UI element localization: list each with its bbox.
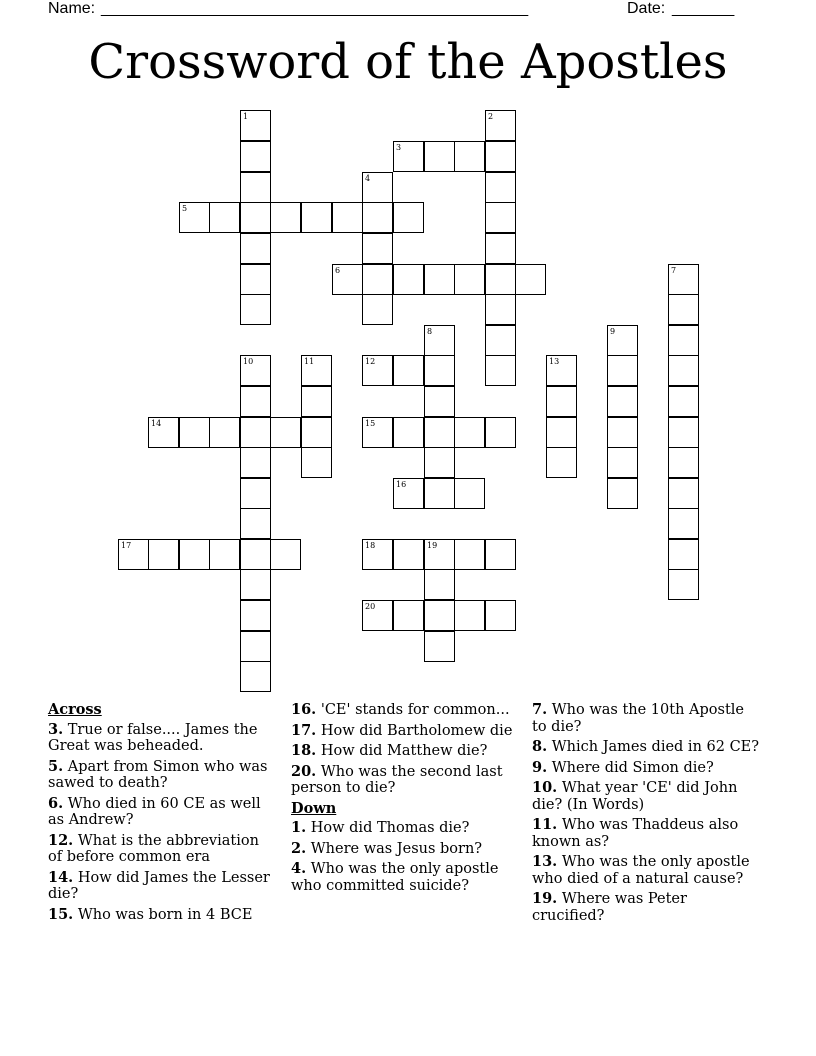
- grid-cell[interactable]: [270, 539, 301, 570]
- grid-cell[interactable]: [515, 264, 546, 295]
- grid-cell[interactable]: [240, 600, 271, 631]
- grid-cell[interactable]: [424, 600, 455, 631]
- clue-item: [532, 854, 762, 887]
- grid-cell[interactable]: [240, 539, 271, 570]
- clue-column-3: [532, 702, 762, 928]
- clue-text: Who was the 10th Apostle to die?: [532, 702, 744, 735]
- clue-text: Who was Thaddeus also known as?: [532, 817, 739, 850]
- page-title: Crossword of the Apostles: [88, 34, 728, 90]
- clue-number-label: 4: [365, 174, 371, 183]
- grid-cell[interactable]: [362, 294, 393, 325]
- grid-cell[interactable]: [240, 172, 271, 203]
- clue-number-label: 3: [396, 143, 402, 152]
- grid-cell[interactable]: [485, 325, 516, 356]
- clue-number: 17.: [291, 721, 317, 739]
- grid-cell[interactable]: [668, 508, 699, 539]
- clue-number-label: 18: [365, 541, 376, 550]
- clue-item: [48, 870, 273, 903]
- grid-cell[interactable]: [485, 264, 516, 295]
- clue-number-label: 13: [549, 357, 560, 366]
- grid-cell[interactable]: [424, 264, 455, 295]
- clue-number: 7.: [532, 701, 548, 718]
- clue-number: 4.: [291, 860, 307, 877]
- clue-number-label: 1: [243, 112, 249, 121]
- grid-cell[interactable]: [362, 233, 393, 264]
- clue-item: [532, 817, 762, 850]
- clue-text: How did James the Lesser die?: [48, 869, 270, 902]
- clue-number: 19.: [532, 890, 558, 907]
- grid-cell[interactable]: [209, 202, 240, 233]
- clue-number-label: 16: [396, 480, 407, 489]
- clue-text: What year 'CE' did John die? (In Words): [532, 780, 738, 813]
- grid-cell[interactable]: [240, 417, 271, 448]
- grid-cell[interactable]: [485, 539, 516, 570]
- grid-cell[interactable]: [240, 569, 271, 600]
- clue-number: 1.: [291, 819, 307, 836]
- grid-cell[interactable]: [668, 386, 699, 417]
- grid-cell[interactable]: [454, 417, 485, 448]
- grid-cell[interactable]: [607, 478, 638, 509]
- clue-column-1: [48, 702, 273, 927]
- clue-text: How did Bartholomew die: [320, 722, 513, 739]
- clue-number-label: 2: [488, 112, 494, 121]
- grid-cell[interactable]: [546, 447, 577, 478]
- clue-item: [291, 820, 516, 837]
- grid-cell[interactable]: [668, 417, 699, 448]
- grid-cell[interactable]: [668, 539, 699, 570]
- grid-cell[interactable]: [424, 355, 455, 386]
- across-clues: [48, 722, 273, 924]
- grid-cell[interactable]: [485, 355, 516, 386]
- grid-cell[interactable]: [607, 355, 638, 386]
- grid-cell[interactable]: [240, 508, 271, 539]
- clue-item: [532, 780, 762, 813]
- grid-cell[interactable]: [362, 264, 393, 295]
- grid-cell[interactable]: [454, 264, 485, 295]
- clue-item: [291, 723, 516, 740]
- grid-cell[interactable]: [485, 141, 516, 172]
- grid-cell[interactable]: [485, 233, 516, 264]
- clue-number: 14.: [48, 868, 74, 886]
- clue-number: 16.: [291, 701, 317, 718]
- grid-cell[interactable]: [240, 386, 271, 417]
- grid-cell[interactable]: [301, 202, 332, 233]
- clue-number: 15.: [48, 905, 74, 923]
- grid-cell[interactable]: [240, 233, 271, 264]
- clue-number-label: 11: [304, 357, 315, 366]
- grid-cell[interactable]: [668, 447, 699, 478]
- grid-cell[interactable]: [424, 447, 455, 478]
- grid-cell[interactable]: [454, 539, 485, 570]
- clue-number: 11.: [532, 816, 558, 833]
- grid-cell[interactable]: [424, 569, 455, 600]
- date-label: Date:: [627, 0, 666, 17]
- clue-item: [48, 907, 273, 924]
- grid-cell[interactable]: [393, 355, 424, 386]
- clue-number-label: 8: [427, 327, 433, 336]
- grid-cell[interactable]: [209, 417, 240, 448]
- clue-item: [48, 722, 273, 755]
- grid-cell[interactable]: [240, 447, 271, 478]
- grid-cell[interactable]: [668, 325, 699, 356]
- grid-cell[interactable]: [424, 478, 455, 509]
- grid-cell[interactable]: [668, 478, 699, 509]
- grid-cell[interactable]: [179, 539, 210, 570]
- clue-text: 'CE' stands for common...: [320, 702, 510, 718]
- clue-item: [532, 739, 762, 756]
- grid-cell[interactable]: [393, 417, 424, 448]
- grid-cell[interactable]: [240, 141, 271, 172]
- clue-column-2: [291, 702, 516, 898]
- grid-cell[interactable]: [240, 478, 271, 509]
- clue-number: 12.: [48, 831, 74, 849]
- clue-text: Apart from Simon who was sawed to death?: [48, 758, 268, 791]
- grid-cell[interactable]: [301, 417, 332, 448]
- grid-cell[interactable]: [454, 141, 485, 172]
- grid-cell[interactable]: [393, 539, 424, 570]
- clue-number-label: 5: [182, 204, 188, 213]
- clue-number: 8.: [532, 738, 548, 755]
- clue-text: What is the abbreviation of before common era: [48, 832, 259, 865]
- clue-number-label: 15: [365, 419, 376, 428]
- grid-cell[interactable]: [362, 202, 393, 233]
- down-heading: Down: [291, 799, 337, 817]
- grid-cell[interactable]: [454, 600, 485, 631]
- grid-cell[interactable]: [424, 417, 455, 448]
- clue-text: Who was the second last person to die?: [291, 763, 503, 796]
- grid-cell[interactable]: [607, 417, 638, 448]
- grid-cell[interactable]: [393, 600, 424, 631]
- grid-cell[interactable]: [240, 661, 271, 692]
- clue-text: Where was Peter crucified?: [532, 891, 687, 924]
- grid-cell[interactable]: [485, 600, 516, 631]
- grid-cell[interactable]: [485, 294, 516, 325]
- clue-text: How did Thomas die?: [310, 820, 470, 836]
- grid-cell[interactable]: [424, 141, 455, 172]
- clue-number: 13.: [532, 853, 558, 870]
- clue-number-label: 14: [151, 419, 162, 428]
- clue-number: 6.: [48, 794, 64, 812]
- clue-item: [48, 759, 273, 792]
- grid-cell[interactable]: [607, 386, 638, 417]
- grid-cell[interactable]: [485, 172, 516, 203]
- clue-text: Who was born in 4 BCE: [77, 906, 253, 923]
- grid-cell[interactable]: [332, 202, 363, 233]
- clue-text: Who was the only apostle who committed suicide?: [291, 861, 499, 894]
- grid-cell[interactable]: [209, 539, 240, 570]
- grid-cell[interactable]: [454, 478, 485, 509]
- grid-cell[interactable]: [485, 417, 516, 448]
- clue-text: Which James died in 62 CE?: [551, 739, 760, 755]
- clue-text: How did Matthew die?: [320, 743, 488, 759]
- grid-cell[interactable]: [393, 264, 424, 295]
- clue-text: Where did Simon die?: [551, 759, 714, 776]
- clue-number-label: 9: [610, 327, 616, 336]
- grid-cell[interactable]: [270, 202, 301, 233]
- clue-number: 18.: [291, 742, 317, 759]
- grid-cell[interactable]: [393, 202, 424, 233]
- clue-number-label: 17: [121, 541, 132, 550]
- clue-item: [532, 891, 762, 924]
- clue-item: [291, 861, 516, 894]
- grid-cell[interactable]: [240, 631, 271, 662]
- name-line: ________________________________________________: [101, 0, 529, 17]
- clue-number-label: 19: [427, 541, 438, 550]
- name-label: Name:: [48, 0, 96, 17]
- grid-cell[interactable]: [546, 386, 577, 417]
- grid-cell[interactable]: [240, 202, 271, 233]
- grid-cell[interactable]: [270, 417, 301, 448]
- clue-item: [48, 833, 273, 866]
- date-line: _______: [672, 0, 735, 17]
- clue-number-label: 7: [671, 266, 677, 275]
- clue-text: Who was the only apostle who died of a natural cause?: [532, 854, 750, 887]
- clue-number-label: 6: [335, 266, 341, 275]
- clue-text: Who died in 60 CE as well as Andrew?: [48, 795, 261, 828]
- clue-item: [48, 796, 273, 829]
- grid-cell[interactable]: [668, 355, 699, 386]
- grid-cell[interactable]: [668, 569, 699, 600]
- grid-cell[interactable]: [546, 417, 577, 448]
- grid-cell[interactable]: [607, 447, 638, 478]
- across-heading: Across: [48, 701, 102, 718]
- clue-number: 9.: [532, 758, 548, 776]
- grid-cell[interactable]: [424, 631, 455, 662]
- clue-number: 20.: [291, 762, 317, 780]
- clue-number: 5.: [48, 757, 64, 775]
- grid-cell[interactable]: [668, 294, 699, 325]
- clue-text: True or false.... James the Great was beheaded.: [48, 721, 258, 754]
- clue-number: 10.: [532, 779, 558, 796]
- grid-cell[interactable]: [179, 417, 210, 448]
- grid-cell[interactable]: [301, 447, 332, 478]
- clue-number-label: 10: [243, 357, 254, 366]
- down-clues-continued: [532, 702, 762, 924]
- clue-number: 2.: [291, 839, 307, 857]
- grid-cell[interactable]: [148, 539, 179, 570]
- clue-number-label: 12: [365, 357, 376, 366]
- clue-number: 3.: [48, 720, 64, 738]
- clue-item: [291, 743, 516, 760]
- clue-item: [291, 841, 516, 858]
- clue-item: [532, 702, 762, 735]
- clue-number-label: 20: [365, 602, 376, 611]
- clue-item: [532, 760, 762, 777]
- grid-cell[interactable]: [301, 386, 332, 417]
- grid-cell[interactable]: [240, 264, 271, 295]
- grid-cell[interactable]: [485, 202, 516, 233]
- grid-cell[interactable]: [424, 386, 455, 417]
- across-clues-continued: [291, 702, 516, 797]
- clue-item: [291, 702, 516, 719]
- grid-cell[interactable]: [240, 294, 271, 325]
- clue-item: [291, 764, 516, 797]
- down-clues: [291, 820, 516, 894]
- clue-text: Where was Jesus born?: [310, 840, 483, 857]
